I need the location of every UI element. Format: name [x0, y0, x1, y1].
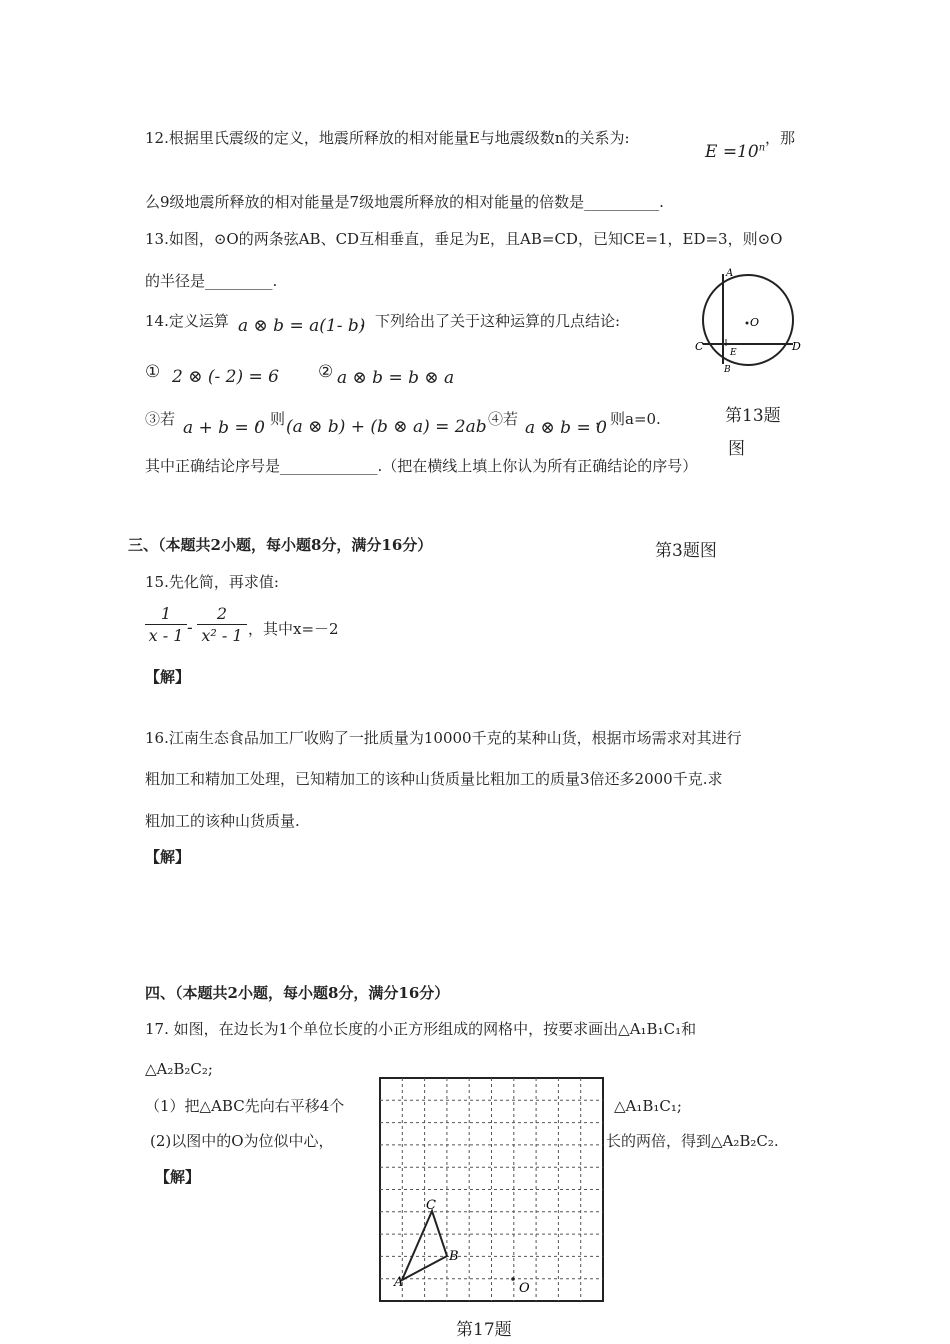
q12-line2: 么9级地震所释放的相对能量是7级地震所释放的相对能量的倍数是__________.	[145, 193, 664, 211]
q13-line1: 13.如图，⊙O的两条弦AB、CD互相垂直，垂足为E，且AB=CD，已知CE=1，ED=3，则⊙O	[145, 230, 783, 248]
q12-tail: ，那	[765, 129, 796, 147]
q14-c2-mark: ②	[318, 362, 334, 382]
q14-c3-mark: ③若	[145, 410, 176, 428]
section-4-heading: 四、（本题共2小题，每小题8分，满分16分）	[145, 984, 450, 1002]
q13-label-d: D	[792, 340, 801, 353]
q15-solve: 【解】	[145, 668, 191, 686]
q17-caption: 第17题	[456, 1320, 512, 1340]
q17-item1-left: （1）把△ABC先向右平移4个	[145, 1097, 345, 1115]
q16-solve: 【解】	[145, 848, 191, 866]
q15-prompt: 15.先化简，再求值:	[145, 573, 279, 591]
q17-solve: 【解】	[155, 1168, 201, 1186]
section-3-fig-caption: 第3题图	[655, 541, 717, 561]
grid-figure	[380, 1078, 604, 1302]
q14-c3-then: ，则	[255, 410, 286, 428]
q13-label-a: A	[726, 268, 734, 279]
q14-c4-mark: ④若	[488, 410, 519, 428]
q15-frac2-den: x² - 1	[201, 626, 243, 645]
q15-fraction-2	[197, 604, 247, 645]
q14-c1: 2 ⊗ (- 2) = 6	[172, 367, 279, 387]
circle-figure	[690, 262, 815, 382]
q14-intro-b: ，下列给出了关于这种运算的几点结论:	[360, 312, 621, 330]
q17-line1: 17. 如图，在边长为1个单位长度的小正方形组成的网格中，按要求画出△A₁B₁C₁和	[145, 1020, 697, 1038]
q12-line1: 12.根据里氏震级的定义，地震所释放的相对能量E与地震级数n的关系为:	[145, 129, 630, 147]
q16-line3: 粗加工的该种山货质量.	[145, 812, 300, 830]
q15-fraction-1	[145, 604, 187, 645]
q14-definition: a ⊗ b = a(1- b)	[238, 316, 366, 336]
q14-answer-line: 其中正确结论序号是_____________.（把在横线上填上你认为所有正确结论的序号）	[145, 457, 698, 475]
q14-c4-then: ，则a=0.	[595, 410, 661, 428]
q17-line2: △A₂B₂C₂;	[145, 1060, 213, 1078]
q14-c2: a ⊗ b = b ⊗ a	[337, 368, 455, 388]
q16-line2: 粗加工和精加工处理，已知精加工的该种山货质量比粗加工的质量3倍还多2000千克.求	[145, 770, 723, 788]
q16-line1: 16.江南生态食品加工厂收购了一批质量为10000千克的某种山货，根据市场需求对其进行	[145, 729, 742, 747]
grid-label-b: B	[449, 1249, 459, 1264]
grid-label-a: A	[394, 1275, 404, 1290]
q14-c4-cond: a ⊗ b = 0	[525, 418, 607, 438]
q13-label-o: O	[750, 316, 760, 329]
q15-frac1-den: x - 1	[148, 626, 184, 645]
q13-caption-1: 第13题	[725, 406, 781, 426]
q13-label-e: E	[730, 348, 737, 358]
q12-formula-exp: n	[758, 142, 766, 154]
q15-condition: ，其中x=－2	[248, 620, 339, 638]
q12-formula	[705, 142, 765, 162]
q13-line2: 的半径是_________.	[145, 272, 278, 290]
q17-item1-right: △A₁B₁C₁;	[614, 1097, 682, 1115]
section-3-heading: 三、（本题共2小题，每小题8分，满分16分）	[128, 536, 433, 554]
q15-frac1-num: 1	[145, 604, 187, 625]
q15-frac2-num: 2	[197, 604, 247, 625]
q13-label-c: C	[695, 340, 704, 353]
q14-c3-cond: a + b = 0	[183, 418, 265, 438]
q13-caption-2: 图	[728, 439, 745, 459]
q17-item2-left: (2)以图中的O为位似中心，	[150, 1132, 334, 1150]
q14-c1-mark: ①	[145, 362, 161, 382]
q12-formula-base: E =10	[705, 142, 759, 162]
q14-intro-a: 14.定义运算	[145, 312, 229, 330]
grid-label-o: O	[519, 1281, 530, 1296]
q14-c3-eq: (a ⊗ b) + (b ⊗ a) = 2ab	[286, 417, 487, 437]
q15-minus: -	[187, 618, 193, 638]
grid-label-c: C	[426, 1198, 436, 1213]
q13-label-b: B	[724, 365, 731, 375]
q17-item2-right: 长的两倍，得到△A₂B₂C₂.	[606, 1132, 779, 1150]
